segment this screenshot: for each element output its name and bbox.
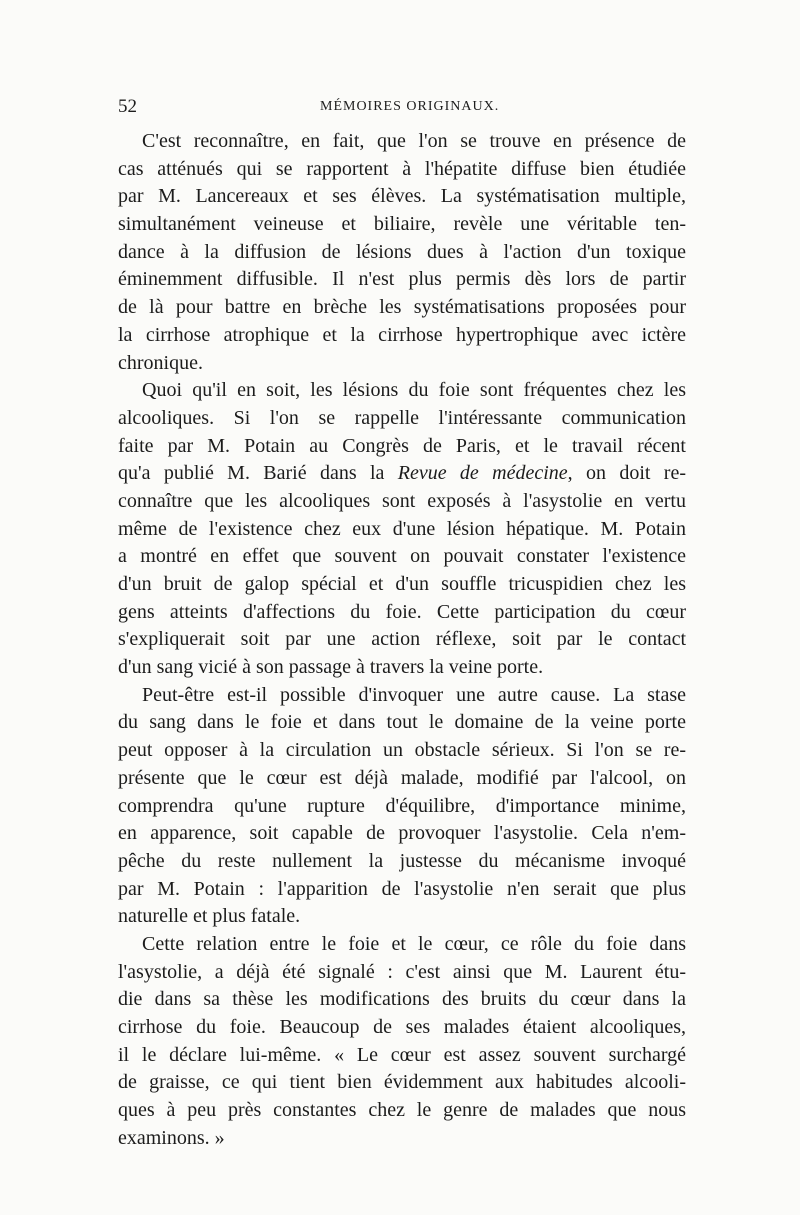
- text-line: par M. Lancereaux et ses élèves. La systématisation multiple,: [118, 185, 686, 208]
- text-line: en apparence, soit capable de provoquer l'asystolie. Cela n'em-: [118, 822, 686, 845]
- text-line: l'asystolie, a déjà été signalé : c'est ainsi que M. Laurent étu-: [118, 960, 686, 983]
- text-line: d'un sang vicié à son passage à travers la veine porte.: [118, 656, 544, 679]
- page-number: 52: [118, 96, 137, 117]
- text-line: Cette relation entre le foie et le cœur, ce rôle du foie dans: [142, 932, 686, 955]
- text-line: d'un bruit de galop spécial et d'un souffle tricuspidien chez les: [118, 573, 686, 595]
- text-line: chronique.: [118, 351, 203, 374]
- text-line: die dans sa thèse les modifications des bruits du cœur dans la: [118, 988, 686, 1011]
- text-line: gens atteints d'affections du foie. Cette participation du cœur: [118, 600, 686, 623]
- text-line: Peut-être est-il possible d'invoquer une autre cause. La stase: [142, 683, 686, 706]
- text-line: de là pour battre en brèche les systématisations proposées pour: [118, 296, 686, 319]
- running-title: MÉMOIRES ORIGINAUX.: [320, 99, 500, 114]
- text-line: C'est reconnaître, en fait, que l'on se trouve en présence de: [142, 130, 686, 152]
- text-line: peut opposer à la circulation un obstacle sérieux. Si l'on se re-: [118, 739, 686, 762]
- text-line: par M. Potain : l'apparition de l'asystolie n'en serait que plus: [118, 877, 686, 900]
- text-line: ques à peu près constantes chez le genre de malades que nous: [118, 1099, 686, 1122]
- text-line: pêche du reste nullement la justesse du mécanisme invoqué: [118, 849, 686, 872]
- text-line: présente que le cœur est déjà malade, modifié par l'alcool, on: [118, 766, 686, 789]
- text-line: dance à la diffusion de lésions dues à l'action d'un toxique: [118, 240, 686, 263]
- text-line: éminemment diffusible. Il n'est plus permis dès lors de partir: [118, 268, 686, 291]
- text-line-start: qu'a publié M. Barié dans la: [118, 462, 385, 485]
- text-line: du sang dans le foie et dans tout le domaine de la veine porte: [118, 711, 686, 734]
- text-line: de graisse, ce qui tient bien évidemment aux habitudes alcooli-: [118, 1071, 686, 1094]
- body-text: [118, 128, 686, 1152]
- journal-title: Revue de médecine: [397, 462, 568, 485]
- text-line: faite par M. Potain au Congrès de Paris, et le travail récent: [118, 434, 686, 457]
- text-line: simultanément veineuse et biliaire, revèle une véritable ten-: [118, 213, 686, 236]
- text-line: cirrhose du foie. Beaucoup de ses malades étaient alcooliques,: [118, 1016, 686, 1038]
- paragraph-1: [118, 128, 686, 377]
- paragraph-4: [118, 931, 686, 1153]
- text-line: naturelle et plus fatale.: [118, 905, 301, 928]
- paragraph-2: [118, 377, 686, 682]
- text-line: Quoi qu'il en soit, les lésions du foie sont fréquentes chez les: [142, 379, 686, 402]
- text-line: même de l'existence chez eux d'une lésion hépatique. M. Potain: [118, 517, 686, 540]
- text-line: connaître que les alcooliques sont exposés à l'asystolie en vertu: [118, 489, 686, 512]
- text-line: la cirrhose atrophique et la cirrhose hypertrophique avec ictère: [118, 323, 686, 346]
- paragraph-3: [118, 682, 686, 931]
- text-line: examinons. »: [118, 1126, 225, 1149]
- text-line: s'expliquerait soit par une action réflexe, soit par le contact: [118, 628, 686, 651]
- text-line: alcooliques. Si l'on se rappelle l'intéressante communication: [118, 406, 686, 429]
- text-line: cas atténués qui se rapportent à l'hépatite diffuse bien étudiée: [118, 157, 686, 180]
- running-head: [118, 96, 686, 122]
- text-line: il le déclare lui-même. « Le cœur est assez souvent surchargé: [118, 1043, 686, 1066]
- text-line-end: , on doit re-: [567, 462, 686, 485]
- text-line: comprendra qu'une rupture d'équilibre, d'importance minime,: [118, 794, 686, 817]
- text-line-with-citation: [118, 460, 686, 488]
- text-line: a montré en effet que souvent on pouvait constater l'existence: [118, 545, 686, 568]
